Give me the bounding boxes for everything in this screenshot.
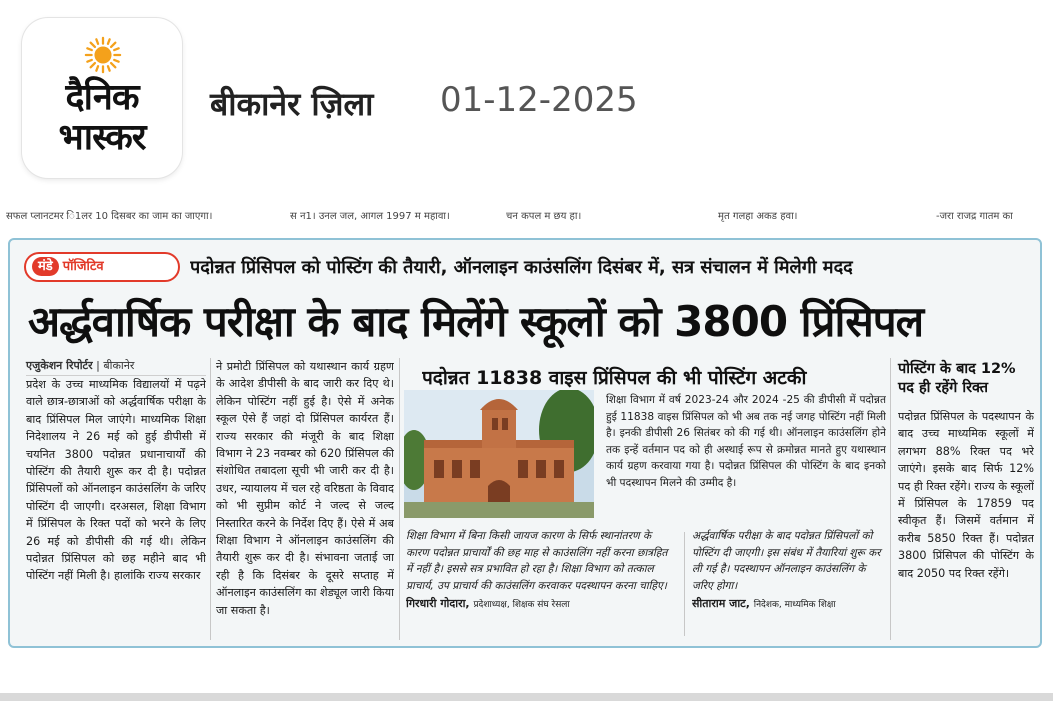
kicker-text: पदोन्नत प्रिंसिपल को पोस्टिंग की तैयारी, ऑनलाइन काउंसलिंग दिसंबर में, सत्र संचालन में मिलेगी मदद	[190, 257, 853, 278]
byline-name: एजुकेशन रिपोर्टर	[26, 359, 93, 372]
quote-author: सीताराम जाट, निदेशक, माध्यमिक शिक्षा	[692, 597, 836, 611]
column-divider	[210, 358, 211, 640]
dainik-bhaskar-logo	[22, 18, 182, 178]
clipped-text-strip-3: चन कपल म छय हा।	[506, 211, 582, 222]
clipped-text-strip-1: सफल प्लानटमर ि1लर 10 दिसबर का जाम का जाएगा।	[6, 211, 213, 222]
clipped-text-strip-4: मृत गलहा अकड हवा।	[718, 211, 798, 222]
byline-place: बीकानेर	[103, 359, 135, 372]
side-headline-vacancy: पोस्टिंग के बाद 12% पद ही रहेंगे रिक्त	[898, 361, 1016, 396]
quote-divider	[684, 532, 685, 636]
clipped-text-strip-5: -जरा राजद्र गातम का	[936, 211, 1013, 222]
column-divider	[890, 358, 891, 640]
district-label: बीकानेर ज़िला	[210, 85, 374, 123]
headline: अर्द्धवार्षिक परीक्षा के बाद मिलेंगे स्कूलों को 3800 प्रिंसिपल	[28, 297, 924, 346]
kicker-row	[24, 252, 1034, 284]
quote-author-name: गिरधारी गोदारा	[406, 597, 466, 611]
monday-positive-tag	[24, 252, 180, 282]
school-building-photo	[404, 390, 594, 518]
kicker-tag-positive: पॉजिटिव	[62, 259, 104, 274]
quote-text: अर्द्धवार्षिक परीक्षा के बाद पदोन्नत प्रिंसिपलों को पोस्टिंग दी जाएगी। इस संबंध में तैयारियां शुरू कर ली गई है। पदस्थापन ऑनलाइन काउंसलिंग के जरिए होगा।	[692, 530, 881, 592]
article-column-2: ने प्रमोटी प्रिंसिपल को यथास्थान कार्य ग्रहण के आदेश डीपीसी के बाद जारी कर दिए थे। लेकिन पोस्टिंग नहीं हुई है। ऐसे में अनेक स्कूल ऐसे हैं जहां दो प्रिंसिपल कार्यरत हैं। राज्य सरकार की मंजूरी के बाद शिक्षा विभाग ने 23 नवम्बर को 620 प्रिंसिपल की संशोधित तबादला सूची भी जारी कर दी है। उधर, न्यायालय में चल रहे वरिष्ठता के विवाद को भी सुप्रीम कोर्ट ने जल्द से जल्द निस्तारित करने के निर्देश दिए हैं। ऐसे में अब शिक्षा विभाग ने ऑनलाइन काउंसलिंग की तैयारी शुरू कर दी है। संभावना जताई जा रही है कि दिसंबर के दूसरे सप्ताह में ऑनलाइन काउंसलिंग का शेड्यूल जारी किया जा सकता है।	[216, 360, 394, 617]
bottom-bar	[0, 693, 1053, 701]
edition-date: 01-12-2025	[440, 80, 638, 120]
byline: एजुकेशन रिपोर्टर | बीकानेर	[26, 358, 206, 376]
logo-text-line2: भास्कर	[58, 117, 146, 158]
kicker-tag-monday: मंडे	[32, 257, 59, 276]
quote-author-role: प्रदेशाध्यक्ष, शिक्षक संघ रेसला	[473, 600, 570, 611]
quote-author: गिरधारी गोदारा, प्रदेशाध्यक्ष, शिक्षक संघ रेसला	[406, 597, 570, 611]
vacancy-paragraph: पदोन्नत प्रिंसिपल के पदस्थापन के बाद उच्च माध्यमिक स्कूलों में लगभग 88% रिक्त पद भरे जाएंगे। इसके बाद सिर्फ 12% पद ही रिक्त रहेंगे। राज्य के स्कूलों में प्रिंसिपल के 17859 पद स्वीकृत हैं। जिसमें वर्तमान में करीब 5850 रिक्त हैं। पदोन्नत 3800 प्रिंसिपल की पोस्टिंग के बाद 2050 पद रिक्त रहेंगे।	[898, 410, 1034, 580]
quote-author-name: सीताराम जाट	[692, 597, 746, 611]
quote-author-role: निदेशक, माध्यमिक शिक्षा	[753, 600, 836, 611]
sub-headline-vice-principal: पदोन्नत 11838 वाइस प्रिंसिपल की भी पोस्टिंग अटकी	[422, 367, 807, 389]
quote-text: शिक्षा विभाग में बिना किसी जायज कारण के सिर्फ स्थानांतरण के कारण पदोन्नत प्राचार्यों की छह माह से काउंसलिंग नहीं करना छात्रहित में नहीं है। इससे सत्र प्रभावित हो रहा है। शिक्षा विभाग को तत्काल प्राचार्य, उप प्राचार्य की काउंसलिंग करवाकर पदस्थापन करना चाहिए।	[406, 530, 668, 592]
clipped-text-strip-2: स न1। उनल जल, आगल 1997 म महावा।	[290, 211, 450, 222]
vice-principal-paragraph: शिक्षा विभाग में वर्ष 2023-24 और 2024 -25 की डीपीसी में पदोन्नत हुई 11838 वाइस प्रिंसिपल को भी अब तक नई जगह पोस्टिंग नहीं मिली है। इनकी डीपीसी 26 सितंबर को की गई थी। ऑनलाइन काउंसलिंग होने तक इन्हें वर्तमान पद को ही अस्थाई रूप से क्रमोन्नत मानते हुए यथास्थान कार्य ग्रहण करवाया गया है। पदोन्नत प्रिंसिपल की पोस्टिंग के बाद इनको भी पदस्थापन मिलने की उम्मीद है।	[606, 394, 886, 489]
quote-director	[692, 528, 884, 638]
article-column-1: प्रदेश के उच्च माध्यमिक विद्यालयों में पढ़ने वाले छात्र-छात्राओं को अर्द्धवार्षिक परीक्षा के बाद प्रिंसिपल मिल जाएंगे। माध्यमिक शिक्षा निदेशालय ने 26 मई को हुई डीपीसी में चयनित 3800 पदोन्नत प्रधानाचार्यों की पोस्टिंग की तैयारी शुरू कर दी है। पदोन्नत प्रिंसिपलों को ऑनलाइन काउंसलिंग के जरिए पोस्टिंग दी जाएगी। दरअसल, शिक्षा विभाग में प्रिंसिपल के रिक्त पदों को भरने के लिए 26 मई को डीपीसी की गई थी। लेकिन पदोन्नत प्रिंसिपल को छह महीने बाद भी पोस्टिंग नहीं मिली है। हालांकि राज्य सरकार	[26, 378, 206, 583]
sun-icon	[84, 36, 122, 74]
column-divider	[399, 358, 400, 640]
logo-text-line1: दैनिक	[65, 77, 139, 118]
quote-teacher-union	[406, 528, 676, 638]
news-article	[8, 238, 1042, 648]
